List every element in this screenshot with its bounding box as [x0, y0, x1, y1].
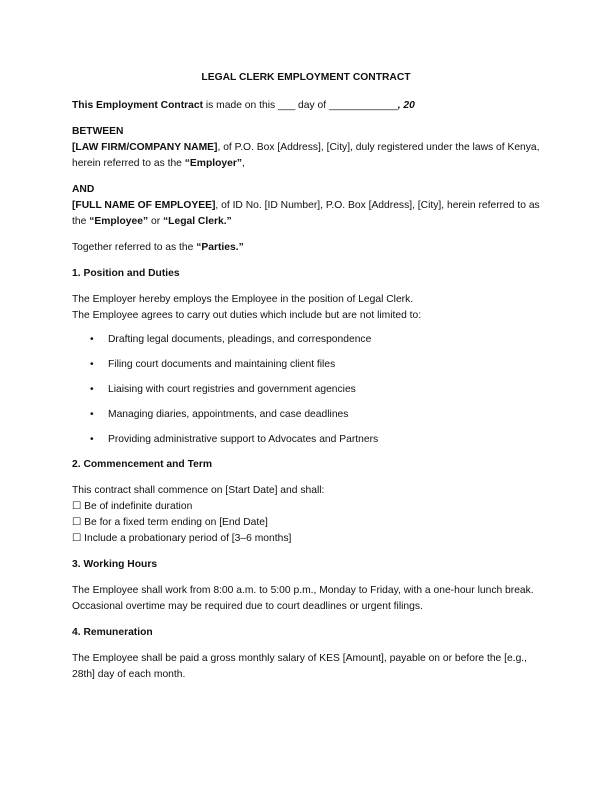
list-item: • Managing diaries, appointments, and case deadlines	[108, 407, 540, 423]
bullet-icon: •	[90, 384, 94, 395]
intro-date-blank: ____________	[328, 100, 398, 111]
parties-paragraph: Together referred to as the “Parties.”	[72, 242, 244, 253]
term-option[interactable]: ☐ Be of indefinite duration	[72, 501, 193, 512]
between-label: BETWEEN	[72, 126, 124, 137]
term-option[interactable]: ☐ Include a probationary period of [3–6 months]	[72, 533, 292, 544]
intro-paragraph	[72, 98, 540, 114]
bullet-icon: •	[90, 359, 94, 370]
employer-paragraph: [LAW FIRM/COMPANY NAME], of P.O. Box [Address], [City], duly registered under the laws of Kenya, herein referred to as the “Employer”,	[72, 142, 540, 169]
checkbox-icon[interactable]: ☐	[72, 533, 82, 544]
bullet-icon: •	[90, 409, 94, 420]
employee-name: [FULL NAME OF EMPLOYEE]	[72, 200, 216, 211]
intro-year: , 20	[397, 100, 415, 111]
bullet-icon: •	[90, 334, 94, 345]
section-heading-position: 1. Position and Duties	[72, 268, 180, 279]
list-item: • Liaising with court registries and government agencies	[108, 382, 540, 398]
parties-ref: “Parties.”	[196, 242, 244, 253]
employee-details: , of ID No. [ID Number], P.O. Box [Address], [City], herein referred to as the	[72, 200, 540, 227]
document-title: LEGAL CLERK EMPLOYMENT CONTRACT	[201, 72, 411, 83]
employee-paragraph: [FULL NAME OF EMPLOYEE], of ID No. [ID Number], P.O. Box [Address], [City], herein referred to as the “Employee” or “Legal Clerk.”	[72, 200, 540, 227]
hours-line-2: Occasional overtime may be required due to court deadlines or urgent filings.	[72, 601, 423, 612]
and-label: AND	[72, 184, 95, 195]
duties-list	[72, 332, 540, 448]
remuneration-line-1: The Employee shall be paid a gross monthly salary of KES [Amount], payable on or before the [e.g., 28th] day of each month.	[72, 653, 528, 680]
bullet-icon: •	[90, 434, 94, 445]
list-item: • Filing court documents and maintaining client files	[108, 357, 540, 373]
checkbox-icon[interactable]: ☐	[72, 517, 82, 528]
position-line-1: The Employer hereby employs the Employee in the position of Legal Clerk.	[72, 294, 414, 305]
list-item: • Drafting legal documents, pleadings, and correspondence	[108, 332, 540, 348]
employer-details: , of P.O. Box [Address], [City], duly registered under the laws of Kenya, herein referred to as the	[72, 142, 540, 169]
employee-ref: “Employee”	[89, 216, 149, 227]
employer-name: [LAW FIRM/COMPANY NAME]	[72, 142, 218, 153]
hours-line-1: The Employee shall work from 8:00 a.m. to 5:00 p.m., Monday to Friday, with a one-hour lunch break.	[72, 585, 534, 596]
position-line-2: The Employee agrees to carry out duties which include but are not limited to:	[72, 310, 422, 321]
section-heading-term: 2. Commencement and Term	[72, 459, 212, 470]
legal-clerk-ref: “Legal Clerk.”	[163, 216, 232, 227]
employer-ref: “Employer”	[184, 158, 242, 169]
checkbox-icon[interactable]: ☐	[72, 501, 82, 512]
list-item: • Providing administrative support to Advocates and Partners	[108, 432, 540, 448]
section-heading-hours: 3. Working Hours	[72, 559, 158, 570]
section-heading-remuneration: 4. Remuneration	[72, 627, 153, 638]
term-option[interactable]: ☐ Be for a fixed term ending on [End Date]	[72, 517, 268, 528]
intro-lead: This Employment Contract	[72, 100, 204, 111]
intro-middle: is made on this ___ day of	[203, 100, 329, 111]
term-intro: This contract shall commence on [Start Date] and shall:	[72, 485, 325, 496]
